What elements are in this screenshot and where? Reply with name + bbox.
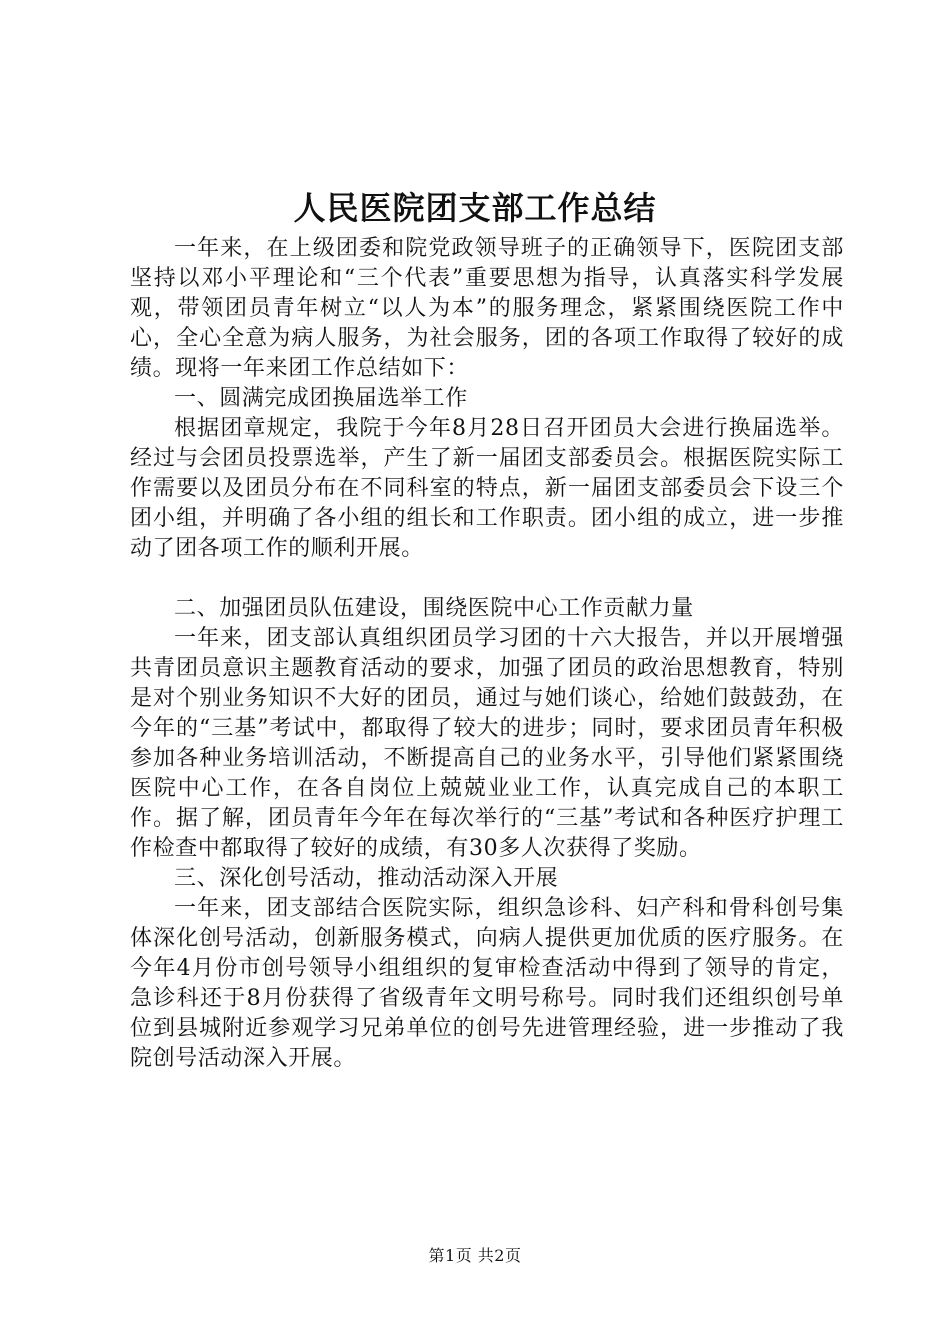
document-title: 人民医院团支部工作总结 xyxy=(293,189,657,227)
section-1-paragraph: 根据团章规定，我院于今年8月28日召开团员大会进行换届选举。经过与会团员投票选举，产生了新一届团支部委员会。根据医院实际工作需要以及团员分布在不同科室的特点，新一届团支部委员会下设三个团小组，并明确了各小组的组长和工作职责。团小组的成立，进一步推动了团各项工作的顺利开展。 xyxy=(130,416,844,561)
intro-paragraph: 一年来，在上级团委和院党政领导班子的正确领导下，医院团支部坚持以邓小平理论和“三个代表”重要思想为指导，认真落实科学发展观，带领团员青年树立“以人为本”的服务理念，紧紧围绕医院工作中心，全心全意为病人服务，为社会服务，团的各项工作取得了较好的成绩。现将一年来团工作总结如下： xyxy=(130,236,844,381)
section-heading-1: 一、圆满完成团换届选举工作 xyxy=(174,386,468,411)
section-heading-3: 三、深化创号活动，推动活动深入开展 xyxy=(174,866,559,891)
document-body xyxy=(130,234,844,1074)
page-footer: 第1页 共2页 xyxy=(428,1246,522,1265)
section-3-paragraph: 一年来，团支部结合医院实际，组织急诊科、妇产科和骨科创号集体深化创号活动，创新服务模式，向病人提供更加优质的医疗服务。在今年4月份市创号领导小组组织的复审检查活动中得到了领导的肯定，急诊科还于8月份获得了省级青年文明号称号。同时我们还组织创号单位到县城附近参观学习兄弟单位的创号先进管理经验，进一步推动了我院创号活动深入开展。 xyxy=(130,896,844,1071)
section-2-paragraph: 一年来，团支部认真组织团员学习团的十六大报告，并以开展增强共青团员意识主题教育活动的要求，加强了团员的政治思想教育，特别是对个别业务知识不大好的团员，通过与她们谈心，给她们鼓鼓劲，在今年的“三基”考试中，都取得了较大的进步；同时，要求团员青年积极参加各种业务培训活动，不断提高自己的业务水平，引导他们紧紧围绕医院中心工作，在各自岗位上兢兢业业工作，认真完成自己的本职工作。据了解，团员青年今年在每次举行的“三基”考试和各种医疗护理工作检查中都取得了较好的成绩，有30多人次获得了奖励。 xyxy=(130,626,844,861)
section-heading-2: 二、加强团员队伍建设，围绕医院中心工作贡献力量 xyxy=(174,596,694,621)
